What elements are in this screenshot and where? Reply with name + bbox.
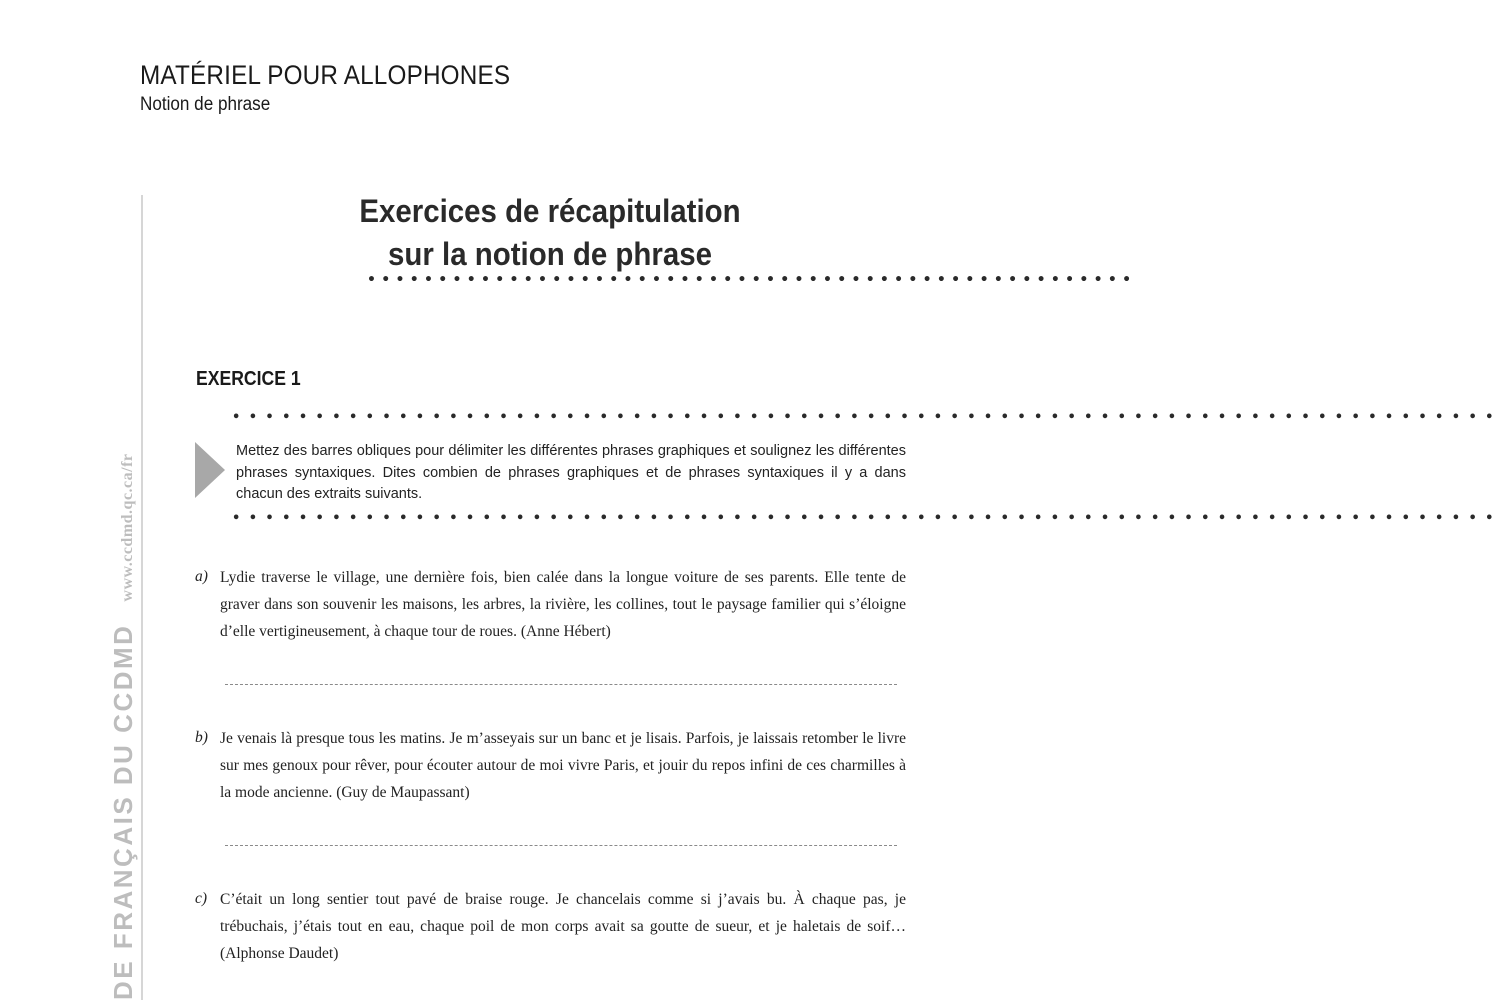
excerpt-b-text: Je venais là presque tous les matins. Je m’asseyais sur un banc et je lisais. Parfois, je laissais retomber le livre sur mes genoux pour rêver, pour écouter autour de moi vivre Paris, et jouir du repos infini de ces charmilles à la mode ancienne. (Guy de Maupassant) xyxy=(220,730,906,801)
margin-rule xyxy=(141,195,143,1000)
header-subtitle: Notion de phrase xyxy=(140,94,271,115)
side-banner-text: DE FRANÇAIS DU CCDMD xyxy=(108,623,138,1000)
page-title-line-1: Exercices de récapitulation xyxy=(359,193,741,229)
excerpt-a-answer-line[interactable] xyxy=(225,684,897,685)
excerpt-b-label: b) xyxy=(195,729,208,746)
excerpt-a-text: Lydie traverse le village, une dernière fois, bien calée dans la longue voiture de ses parents. Elle tente de graver dans son souvenir les maisons, les arbres, la rivière, les collines, tout le paysage familier qui s’éloigne d’elle vertigineusement, à chaque tour de roues. (Anne Hébert) xyxy=(220,569,906,640)
side-banner-url: www.ccdmd.qc.ca/fr xyxy=(119,453,136,602)
arrow-icon xyxy=(195,442,225,498)
instructions-dotted-rule-top: •••••••••••••••••••••••••••••••••••••••••••••••••••••••••••••••••••••••••••• xyxy=(232,410,1502,425)
excerpt-b-answer-line[interactable] xyxy=(225,845,897,846)
title-dotted-rule: •••••••••••••••••••••••••••••••••••••••••••••••••••••• xyxy=(367,272,1137,288)
header-title: MATÉRIEL POUR ALLOPHONES xyxy=(140,60,511,90)
excerpt-c-label: c) xyxy=(195,890,208,907)
excerpt-c-text: C’était un long sentier tout pavé de braise rouge. Je chancelais comme si j’avais bu. À chaque pas, je trébuchais, j’étais tout en eau, chaque poil de mon corps avait sa goutte de sueur, et je haletais de soif… (Alphonse Daudet) xyxy=(220,891,906,962)
exercise-heading: EXERCICE 1 xyxy=(196,368,301,390)
instructions-dotted-rule-bottom: •••••••••••••••••••••••••••••••••••••••••••••••••••••••••••••••••••••••••••• xyxy=(232,511,1502,526)
excerpt-a-label: a) xyxy=(195,568,208,585)
page-title-line-2: sur la notion de phrase xyxy=(388,236,712,272)
side-banner xyxy=(108,453,139,1000)
exercise-instructions: Mettez des barres obliques pour délimiter les différentes phrases graphiques et soulignez les différentes phrases syntaxiques. Dites combien de phrases graphiques et de phrases syntaxiques il y a dans chacun des extraits suivants. xyxy=(236,443,906,502)
